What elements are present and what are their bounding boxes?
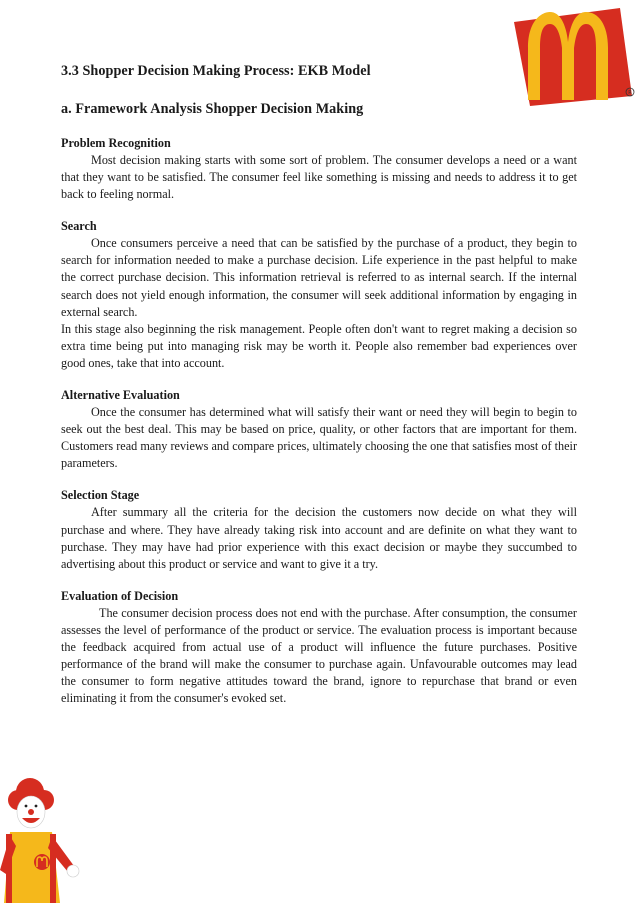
section-paragraph: In this stage also beginning the risk management. People often don't want to regret making a decision so extra time being put into managing risk may be worth it. People also remember bad experiences over good ones, take that into account. xyxy=(61,321,577,370)
section-paragraph: The consumer decision process does not end with the purchase. After consumption, the consumer assesses the level of performance of the product or service. The evaluation process is important because the feedback acquired from actual use of a product will influence the future purchases. Positive performance of the brand will make the consumer to purchase again. Unfavourable outcomes may lead the consumer to form negative attitudes toward the brand, ignore to repurchase that brand or even eliminating it from the consumer's evoked set. xyxy=(61,605,577,706)
section-paragraph: Once the consumer has determined what will satisfy their want or need they will begin to begin to seek out the best deal. This may be based on price, quality, or other factors that are important for them. Customers read many reviews and compare prices, ultimately choosing the one that satisfies most of their parameters. xyxy=(61,405,577,471)
section-paragraph: Once consumers perceive a need that can be satisfied by the purchase of a product, they begin to search for information needed to make a purchase decision. Life experience in the past helpful to make the correct purchase decision. This information retrieval is referred to as internal search. If the internal search does not yield enough information, the consumer will seek additional information by engaging in external search. xyxy=(61,236,577,319)
section-search xyxy=(61,218,577,372)
logo-registered-letter: R xyxy=(628,90,632,96)
section-paragraph: Most decision making starts with some sort of problem. The consumer develops a need or a want that they want to be satisfied. The consumer feel like something is missing and needs to address it to get back to feeling normal. xyxy=(61,153,577,202)
mascot-eye xyxy=(35,805,38,808)
section-evaluation-of-decision xyxy=(61,588,577,708)
page-subtitle: a. Framework Analysis Shopper Decision Making xyxy=(61,101,364,117)
section-heading: Search xyxy=(61,219,97,234)
section-paragraph: After summary all the criteria for the decision the customers now decide on what they will purchase and where. They have already taking risk into account and are definite on what they want to purchase. They may have had prior experience with this exact decision or maybe they succumbed to advertising about this product or service and want to give it a try. xyxy=(61,505,577,571)
section-heading: Selection Stage xyxy=(61,488,140,503)
section-problem-recognition xyxy=(61,135,577,203)
mascot-eye xyxy=(25,805,28,808)
section-alternative-evaluation xyxy=(61,387,577,472)
section-selection-stage xyxy=(61,487,577,572)
mascot-glove xyxy=(67,865,79,877)
page-title: 3.3 Shopper Decision Making Process: EKB Model xyxy=(61,63,371,79)
section-heading: Problem Recognition xyxy=(61,136,171,150)
section-heading: Alternative Evaluation xyxy=(61,388,180,403)
document-body xyxy=(61,62,577,722)
mascot-nose xyxy=(28,809,34,815)
clown-mascot-icon xyxy=(0,770,90,903)
section-heading: Evaluation of Decision xyxy=(61,588,179,603)
